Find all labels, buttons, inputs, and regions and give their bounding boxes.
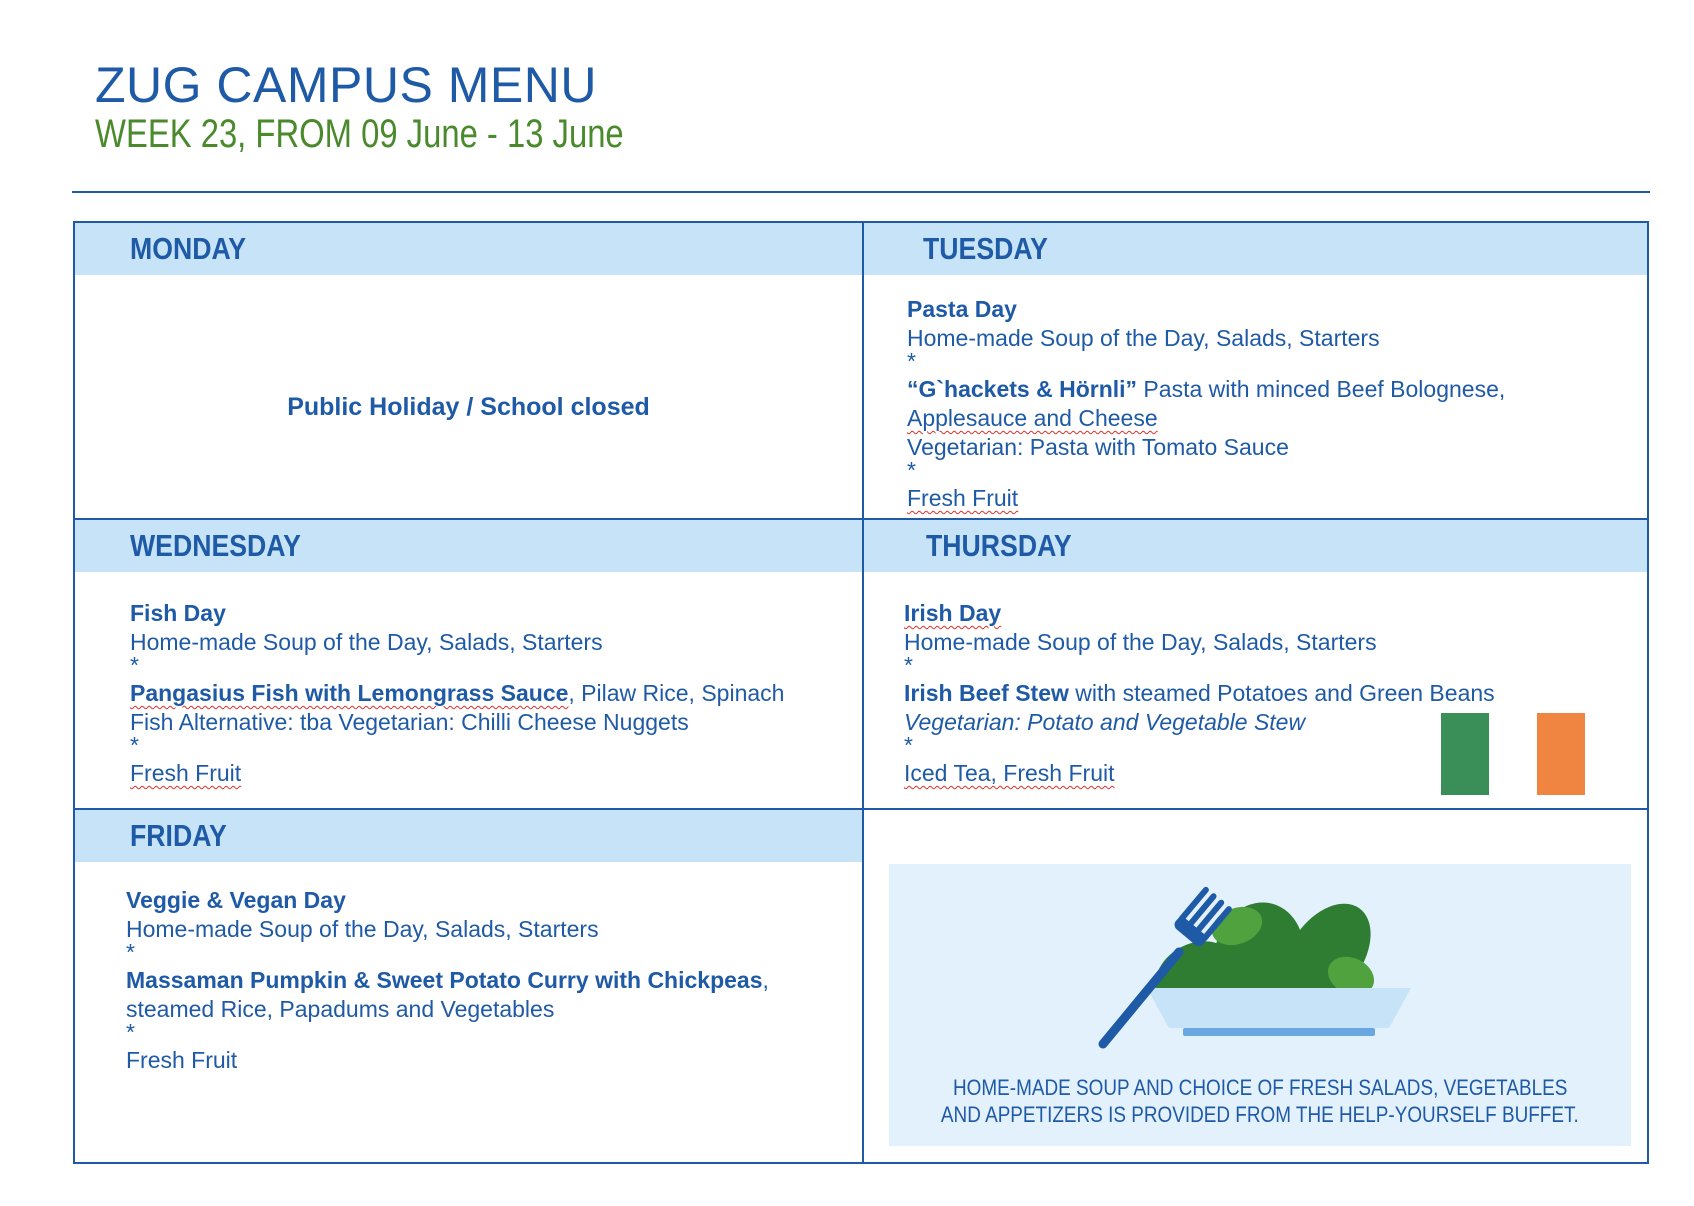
week-subtitle: WEEK 23, FROM 09 June - 13 June bbox=[95, 112, 624, 156]
salad-bowl-icon bbox=[889, 864, 1631, 1064]
tuesday-cell bbox=[864, 223, 1647, 518]
flag-green-stripe bbox=[1441, 713, 1489, 795]
wednesday-starters: Home-made Soup of the Day, Salads, Starters bbox=[130, 629, 603, 655]
friday-theme: Veggie & Vegan Day bbox=[126, 887, 346, 913]
tuesday-menu bbox=[907, 295, 1637, 513]
wednesday-separator-2: * bbox=[130, 732, 139, 758]
tuesday-main bbox=[907, 375, 1637, 404]
wednesday-main-dish: Pangasius Fish with Lemongrass Sauce bbox=[130, 680, 569, 706]
wednesday-header bbox=[75, 520, 862, 572]
wednesday-separator-1: * bbox=[130, 652, 139, 678]
tuesday-main-line2: Applesauce and Cheese bbox=[907, 405, 1158, 431]
buffet-info-text bbox=[889, 1074, 1631, 1128]
thursday-label: THURSDAY bbox=[926, 528, 1072, 563]
friday-dessert: Fresh Fruit bbox=[126, 1047, 238, 1073]
header-divider bbox=[72, 191, 1650, 193]
wednesday-menu bbox=[130, 599, 850, 788]
tuesday-starters: Home-made Soup of the Day, Salads, Starters bbox=[907, 325, 1380, 351]
friday-separator-2: * bbox=[126, 1019, 135, 1045]
grid-vertical-divider-bottom bbox=[862, 816, 864, 1164]
thursday-main-detail: with steamed Potatoes and Green Beans bbox=[1068, 680, 1495, 706]
thursday-vegetarian: Vegetarian: Potato and Vegetable Stew bbox=[904, 709, 1306, 735]
friday-label: FRIDAY bbox=[130, 818, 227, 853]
friday-header bbox=[75, 810, 862, 862]
page-header bbox=[95, 58, 740, 156]
friday-main-line2: steamed Rice, Papadums and Vegetables bbox=[126, 996, 555, 1022]
tuesday-theme: Pasta Day bbox=[907, 296, 1017, 322]
friday-main-detail: , bbox=[762, 967, 769, 993]
wednesday-theme: Fish Day bbox=[130, 600, 226, 626]
tuesday-main-detail: Pasta with minced Beef Bolognese, bbox=[1137, 376, 1506, 402]
friday-menu bbox=[126, 886, 856, 1075]
thursday-dessert: Iced Tea, Fresh Fruit bbox=[904, 760, 1115, 786]
buffet-info-line2: AND APPETIZERS IS PROVIDED FROM THE HELP-YOURSELF BUFFET. bbox=[941, 1102, 1579, 1127]
tuesday-separator-1: * bbox=[907, 348, 916, 374]
bowl-base bbox=[1183, 1028, 1375, 1036]
monday-label: MONDAY bbox=[130, 231, 247, 266]
tuesday-main-dish: “G`hackets & Hörnli” bbox=[907, 376, 1138, 402]
thursday-menu bbox=[904, 599, 1634, 788]
friday-main-dish: Massaman Pumpkin & Sweet Potato Curry with Chickpeas bbox=[126, 967, 763, 993]
bowl-body bbox=[1147, 988, 1411, 1028]
friday-main bbox=[126, 966, 856, 995]
flag-orange-stripe bbox=[1537, 713, 1585, 795]
tuesday-header bbox=[864, 223, 1647, 275]
tuesday-dessert: Fresh Fruit bbox=[907, 485, 1019, 511]
thursday-starters: Home-made Soup of the Day, Salads, Starters bbox=[904, 629, 1377, 655]
wednesday-main-detail: , Pilaw Rice, Spinach bbox=[568, 680, 785, 706]
wednesday-dessert: Fresh Fruit bbox=[130, 760, 242, 786]
monday-notice: Public Holiday / School closed bbox=[287, 393, 650, 421]
thursday-main-dish: Irish Beef Stew bbox=[904, 680, 1069, 706]
buffet-info-line1: HOME-MADE SOUP AND CHOICE OF FRESH SALADS, VEGETABLES bbox=[952, 1075, 1568, 1100]
thursday-cell bbox=[864, 520, 1647, 808]
monday-header bbox=[75, 223, 862, 275]
buffet-info-box bbox=[889, 864, 1631, 1146]
thursday-header bbox=[864, 520, 1647, 572]
tuesday-separator-2: * bbox=[907, 457, 916, 483]
monday-cell bbox=[75, 223, 862, 518]
friday-starters: Home-made Soup of the Day, Salads, Starters bbox=[126, 916, 599, 942]
thursday-main bbox=[904, 679, 1634, 708]
friday-cell bbox=[75, 810, 862, 1164]
thursday-separator-1: * bbox=[904, 652, 913, 678]
tuesday-vegetarian: Vegetarian: Pasta with Tomato Sauce bbox=[907, 434, 1289, 460]
thursday-separator-2: * bbox=[904, 732, 913, 758]
friday-separator-1: * bbox=[126, 939, 135, 965]
wednesday-alternative: Fish Alternative: tba Vegetarian: Chilli Cheese Nuggets bbox=[130, 709, 689, 735]
wednesday-label: WEDNESDAY bbox=[130, 528, 301, 563]
wednesday-cell bbox=[75, 520, 862, 808]
thursday-theme: Irish Day bbox=[904, 600, 1002, 626]
menu-grid bbox=[73, 221, 1649, 1164]
tuesday-label: TUESDAY bbox=[923, 231, 1048, 266]
wednesday-main bbox=[130, 679, 850, 708]
page-title: ZUG CAMPUS MENU bbox=[95, 57, 597, 113]
